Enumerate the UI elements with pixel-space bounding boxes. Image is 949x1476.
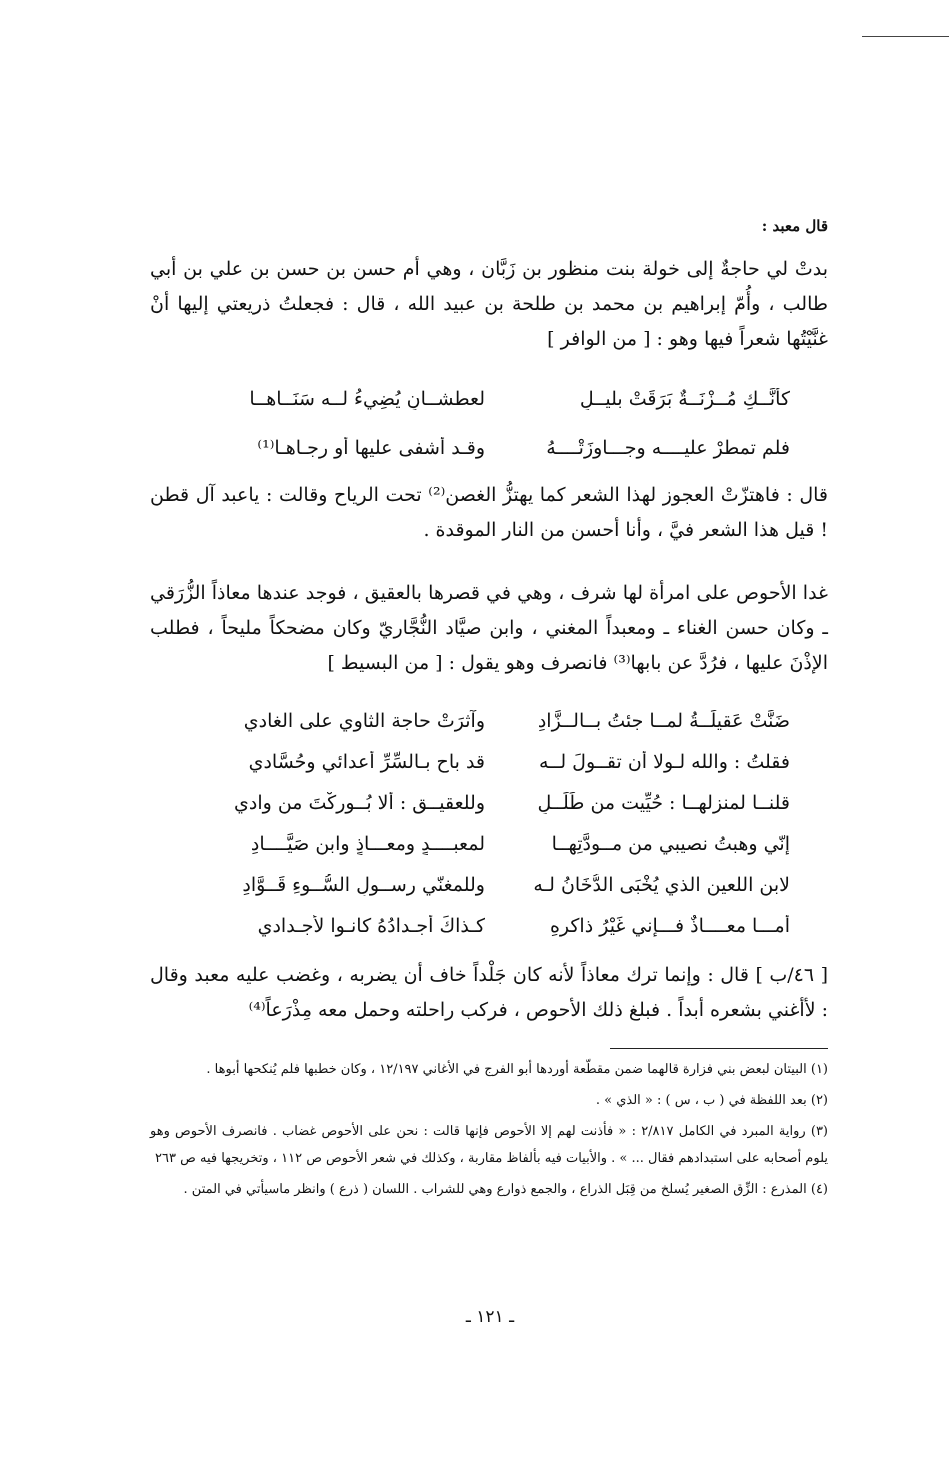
paragraph-conclusion: [ ٤٦/ب ] قال : وإنما ترك معاذاً لأنه كان جَلْداً خاف أن يضربه ، وغضب عليه معبد وقال : لأأغني بشعره أبداً . فبلغ ذلك الأحوص ، فركب راحلته وحمل معه مِذْرَعاً⁽⁴⁾	[150, 964, 828, 1021]
section-heading: قال معبد :	[761, 217, 828, 235]
verse-line	[200, 423, 790, 472]
footnote-1: (١) البيتان لبعض بني فزارة قالهما ضمن مقطّعة أوردها أبو الفرج في الأغاني ١٢/١٩٧ ، وكان خطبها فلم يُنكحها أبوها .	[206, 1062, 828, 1077]
verse-second-hemistich: لمعبــــدٍ ومعـــاذٍ وابن صَيَّــــادِ	[250, 832, 485, 855]
top-edge-rule	[862, 36, 949, 37]
verse-first-hemistich: فقلتُ : والله لـولا أن تقــولَ لــه	[539, 750, 790, 773]
verse-line	[200, 905, 790, 946]
verse-second-hemistich: وللمغنّي رســولِ السُّــوءِ قَــوَّادِ	[242, 873, 485, 896]
footnotes	[150, 1056, 828, 1207]
verse-second-hemistich: وآثرَتْ حاجة الثاوي على الغادي	[243, 709, 485, 732]
verse-second-hemistich: كـذاكَ أجـدادُهُ كانـوا لأجـدادي	[257, 914, 485, 937]
footnote-separator	[610, 1048, 828, 1049]
verse-first-hemistich: قلنــا لمنزلهــا : حُيِّيت من طَلَــلٍ	[537, 791, 790, 814]
verse-first-hemistich: أمـــا معــــاذٌ فـــإني غَيْرُ ذاكرِهِ	[549, 914, 790, 937]
poem-basit	[200, 700, 790, 946]
verse-first-hemistich: ضَنَّتْ عَقيلَــةُ لمــا جئتُ بــالــزَّادِ	[537, 709, 790, 732]
verse-line	[200, 864, 790, 905]
verse-first-hemistich: لابن اللعين الذي يُخْبَى الدُّخَانُ لـه	[533, 873, 790, 896]
verse-second-hemistich: لعطشــانٍ يُضِيءُ لــه سَنَــاهــا	[249, 387, 485, 410]
verse-line	[200, 700, 790, 741]
footnote-2: (٢) بعد اللفظة في ( ب ، س ) : « الذي » .	[595, 1093, 828, 1108]
verse-second-hemistich: وقـد أشفى عليها أو رجـاهـا⁽¹⁾	[257, 436, 485, 459]
verse-first-hemistich: إنّي وهبتُ نصيبي من مــودَّتِهــا	[551, 832, 790, 855]
verse-line	[200, 782, 790, 823]
verse-line	[200, 823, 790, 864]
verse-second-hemistich: وللعقيــق : ألا بُــوركْتَ من وادي	[234, 791, 485, 814]
verse-first-hemistich: فلم تمطرْ عليــــه وجـــاوزَتْــــهُ	[546, 436, 790, 459]
verse-line	[200, 374, 790, 423]
footnote-3: (٣) رواية المبرد في الكامل ٢/٨١٧ : « فأذنت لهم إلا الأحوص فإنها قالت : نحن على الأحوص غضاب . فانصرف الأحوص وهو يلوم أصحابه على استبدادهم فقال ... » . والأبيات فيه بألفاظ مقاربة ، وكذلك في شعر الأحوص ص ١١٢ ، وتخريجها فيه ص ٢٦٣	[150, 1124, 828, 1166]
paragraph-reaction: قال : فاهتزّتْ العجوز لهذا الشعر كما يهتزُّ الغصن⁽²⁾ تحت الرياح وقالت : ياعبد آل قطن ! قيل هذا الشعر فيَّ ، وأنا أحسن من النار الموقدة .	[150, 484, 829, 541]
verse-first-hemistich: كأنَّــكِ مُــزْنَــةٌ بَرَقَتْ بليــلٍ	[579, 387, 790, 410]
paragraph-ahwas: غدا الأحوص على امرأة لها شرف ، وهي في قصرها بالعقيق ، فوجد عندها معاذاً الزُّرَقي ـ وكان حسن الغناء ـ ومعبداً المغني ، وابن صيَّاد النُّجَّاريّ وكان مضحكاً مليحاً ، فطلب الإذْنَ عليها ، فرُدَّ عن بابها⁽³⁾ فانصرف وهو يقول : [ من البسيط ]	[150, 582, 828, 674]
page-number: ـ ١٢١ ـ	[465, 1307, 515, 1327]
paragraph-intro: بدتْ لي حاجةٌ إلى خولة بنت منظور بن زَبَّان ، وهي أم حسن بن حسن بن علي بن أبي طالب ، وأُمّ إبراهيم بن محمد بن طلحة بن عبيد الله ، قال : فجعلتُ ذريعتي إليها أنْ غنَّيْتُها شعراً فيها وهو : [ من الوافر ]	[150, 258, 828, 350]
poem-wafir	[200, 374, 790, 472]
verse-second-hemistich: قد باح بـالسِّرِّ أعدائي وحُسَّادي	[248, 750, 485, 773]
verse-line	[200, 741, 790, 782]
footnote-4: (٤) المذرع : الزِّق الصغير يُسلخ من قِبَل الذراع ، والجمع ذوارع وهي للشراب . اللسان ( ذرع ) وانظر ماسيأتي في المتن .	[183, 1182, 828, 1197]
